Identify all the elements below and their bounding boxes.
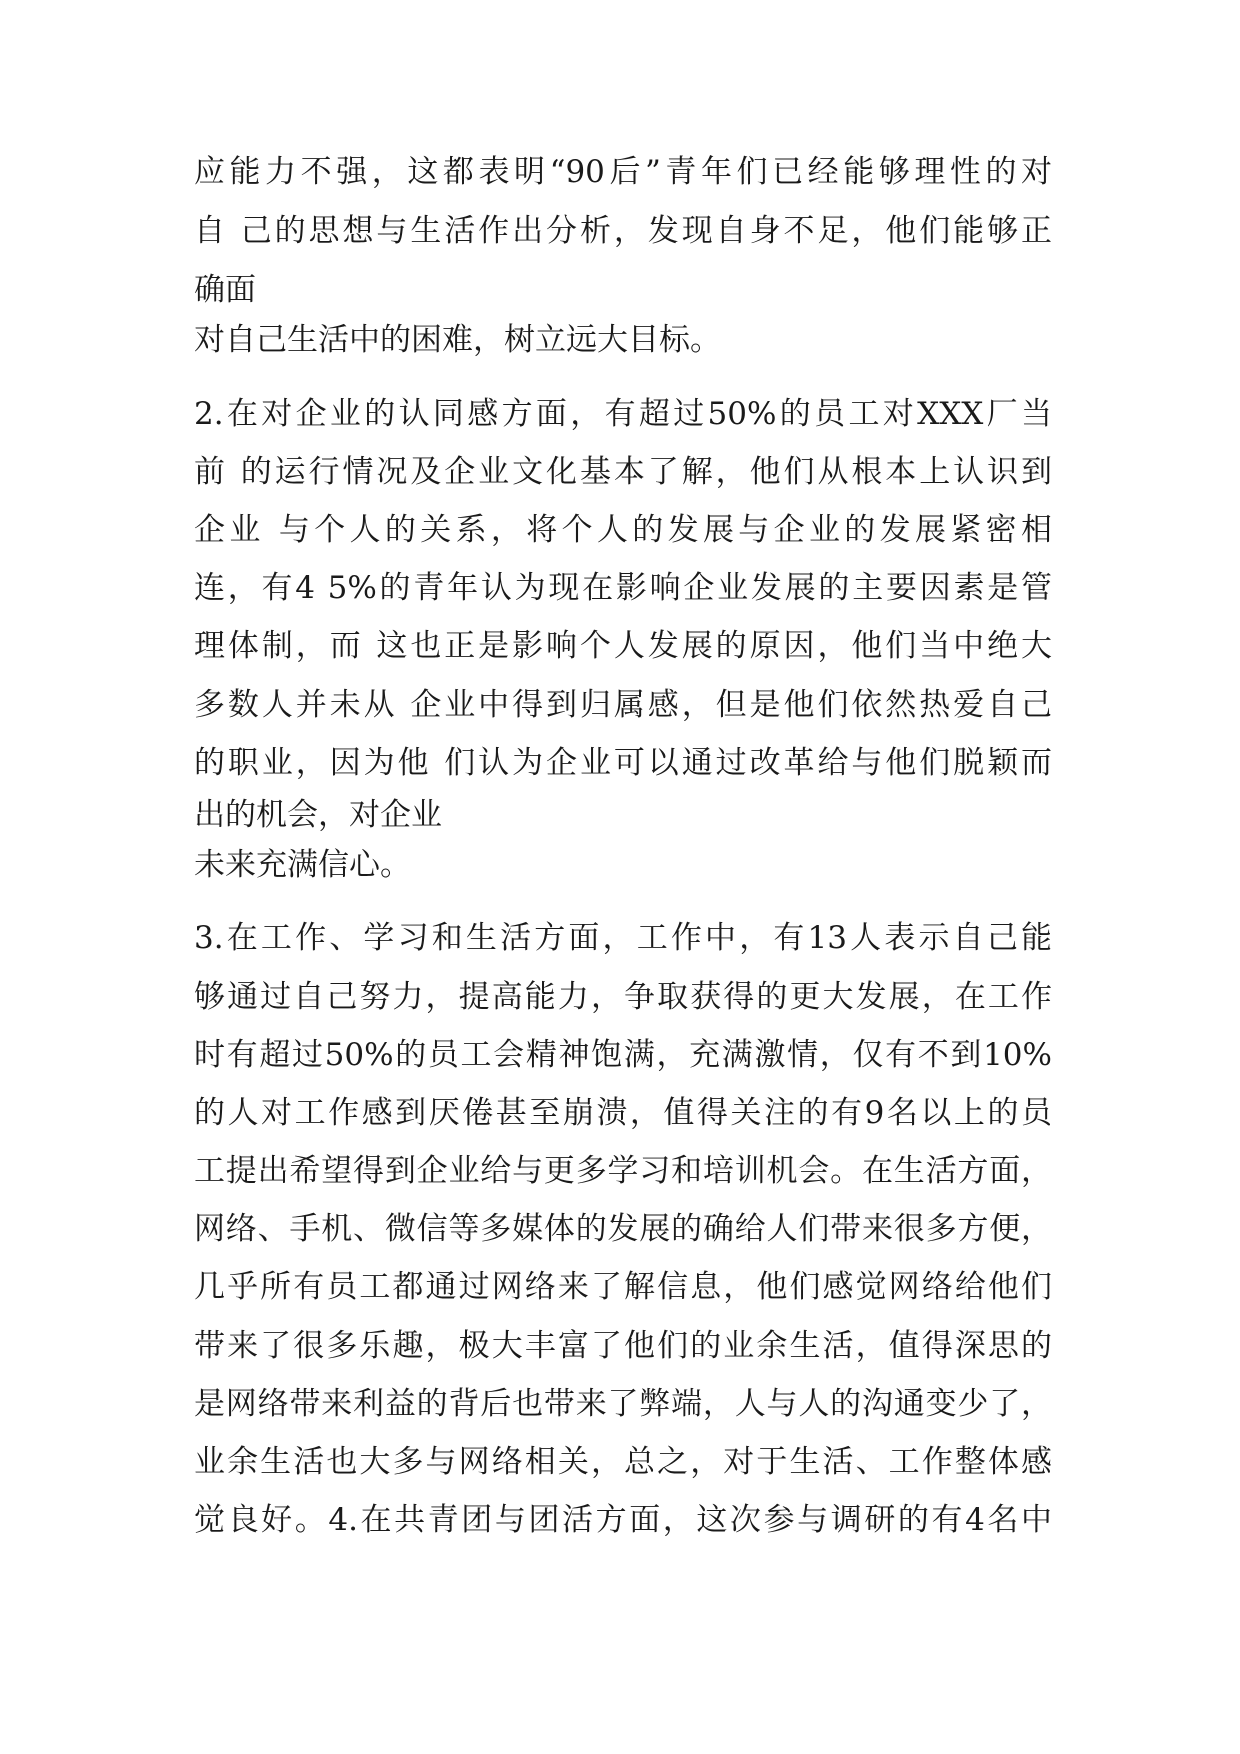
text-line: 觉良好。4.在共青团与团活方面，这次参与调研的有4名中 (194, 1502, 1052, 1538)
text-line: 未来充满信心。 (194, 847, 411, 883)
text-line: 出的机会，对企业 (194, 797, 442, 833)
text-line: 3.在工作、学习和生活方面，工作中，有13人表示自己能 (194, 920, 1052, 956)
text-line: 对自己生活中的困难，树立远大目标。 (194, 322, 721, 358)
text-line: 确面 (194, 272, 256, 308)
text-line: 理体制，而 这也正是影响个人发展的原因，他们当中绝大 (194, 628, 1052, 664)
text-line: 带来了很多乐趣，极大丰富了他们的业余生活，值得深思的 (194, 1328, 1052, 1364)
text-line: 业余生活也大多与网络相关，总之，对于生活、工作整体感 (194, 1444, 1052, 1480)
text-line: 2.在对企业的认同感方面，有超过50%的员工对XXX厂当 (194, 396, 1052, 432)
text-line: 自 己的思想与生活作出分析，发现自身不足，他们能够正 (194, 213, 1052, 249)
text-line: 工提出希望得到企业给与更多学习和培训机会。在生活方面， (194, 1153, 1052, 1189)
text-line: 企业 与个人的关系，将个人的发展与企业的发展紧密相 (194, 512, 1052, 548)
text-line: 时有超过50%的员工会精神饱满，充满激情，仅有不到10% (194, 1037, 1052, 1073)
text-line: 的人对工作感到厌倦甚至崩溃，值得关注的有9名以上的员 (194, 1095, 1052, 1131)
text-line: 应能力不强，这都表明“90后”青年们已经能够理性的对 (194, 154, 1052, 190)
text-line: 多数人并未从 企业中得到归属感，但是他们依然热爱自己 (194, 687, 1052, 723)
text-line: 连，有4 5%的青年认为现在影响企业发展的主要因素是管 (194, 570, 1052, 606)
text-line: 是网络带来利益的背后也带来了弊端，人与人的沟通变少了， (194, 1386, 1052, 1422)
text-line: 几乎所有员工都通过网络来了解信息，他们感觉网络给他们 (194, 1269, 1052, 1305)
text-line: 的职业，因为他 们认为企业可以通过改革给与他们脱颖而 (194, 745, 1052, 781)
text-line: 够通过自己努力，提高能力，争取获得的更大发展，在工作 (194, 979, 1052, 1015)
text-line: 前 的运行情况及企业文化基本了解，他们从根本上认识到 (194, 454, 1052, 490)
text-line: 网络、手机、微信等多媒体的发展的确给人们带来很多方便， (194, 1211, 1052, 1247)
